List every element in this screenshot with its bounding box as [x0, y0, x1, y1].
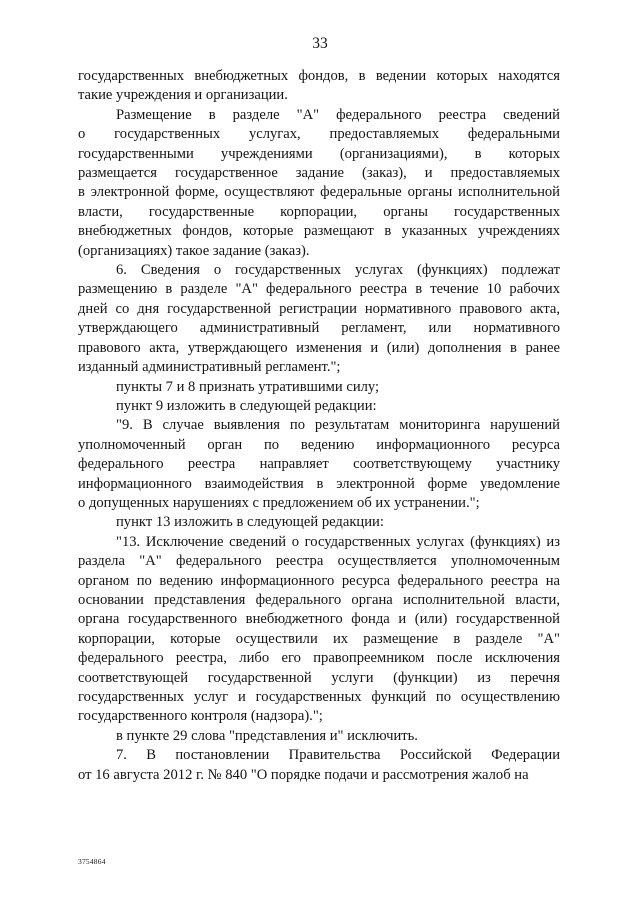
paragraph-line: правового акта, утверждающего изменения и (или) дополнения в ранее: [78, 339, 560, 356]
paragraph-line: 7. В постановлении Правительства Российской Федерации: [116, 747, 560, 764]
paragraph-line: органа государственного внебюджетного фонда и (или) государственной: [78, 611, 560, 628]
paragraph-line: 6. Сведения о государственных услугах (функциях) подлежат: [116, 262, 560, 279]
paragraph-line: федерального реестра, либо его правопреемником после исключения: [78, 650, 560, 667]
paragraph-line: "13. Исключение сведений о государственных услугах (функциях) из: [116, 533, 560, 550]
paragraph-line: федерального реестра направляет соответствующему участнику: [78, 456, 560, 473]
paragraph-line: пункт 9 изложить в следующей редакции:: [116, 397, 377, 414]
paragraph-line: корпорации, которые осуществили их размещение в разделе "А": [78, 630, 560, 647]
page-number: 33: [312, 35, 328, 52]
paragraph-line: соответствующей государственной услуги (функции) из перечня: [78, 669, 560, 686]
document-code: 3754864: [78, 857, 106, 866]
paragraph-line: пункты 7 и 8 признать утратившими силу;: [116, 378, 380, 395]
paragraph-line: от 16 августа 2012 г. № 840 "О порядке подачи и рассмотрения жалоб на: [78, 766, 529, 783]
paragraph-line: изданный административный регламент.";: [78, 359, 341, 376]
paragraph-line: органом по ведению информационного ресурса федерального реестра на: [78, 572, 560, 589]
paragraph-line: дней со дня государственной регистрации нормативного правового акта,: [78, 300, 560, 317]
paragraph-line: государственными учреждениями (организациями), в которых: [78, 145, 560, 162]
document-body: [78, 67, 560, 785]
paragraph-line: пункт 13 изложить в следующей редакции:: [116, 514, 384, 531]
paragraph-line: "9. В случае выявления по результатам мониторинга нарушений: [116, 417, 560, 434]
paragraph-line: государственного контроля (надзора).";: [78, 708, 323, 725]
paragraph-line: государственных услуг и государственных функций по осуществлению: [78, 689, 560, 705]
paragraph-line: информационного взаимодействия в электронной форме уведомление: [78, 475, 560, 492]
paragraph-line: Размещение в разделе "А" федерального реестра сведений: [116, 106, 560, 123]
paragraph-line: такие учреждения и организации.: [78, 87, 288, 104]
paragraph-line: основании представления федерального органа исполнительной власти,: [78, 591, 560, 608]
paragraph-line: о допущенных нарушениях с предложением об их устранении.";: [78, 494, 480, 511]
paragraph-line: размещению в разделе "А" федерального реестра в течение 10 рабочих: [78, 281, 560, 298]
paragraph-line: (организациях) такое задание (заказ).: [78, 242, 310, 259]
paragraph-line: внебюджетных фондов, которые размещают в указанных учреждениях: [78, 223, 560, 240]
paragraph-line: размещается государственное задание (заказ), и предоставляемых: [78, 165, 560, 182]
paragraph-line: раздела "А" федерального реестра осуществляется уполномоченным: [78, 553, 560, 570]
paragraph-line: государственных внебюджетных фондов, в ведении которых находятся: [78, 68, 560, 84]
paragraph-line: власти, государственные корпорации, органы государственных: [78, 203, 560, 220]
paragraph-line: в пункте 29 слова "представления и" исключить.: [116, 727, 418, 744]
paragraph-line: о государственных услугах, предоставляемых федеральными: [78, 126, 560, 143]
paragraph-line: утверждающего административный регламент, или нормативного: [78, 320, 560, 337]
paragraph-line: уполномоченный орган по ведению информационного ресурса: [78, 436, 560, 453]
paragraph-line: в электронной форме, осуществляют федеральные органы исполнительной: [78, 184, 560, 201]
